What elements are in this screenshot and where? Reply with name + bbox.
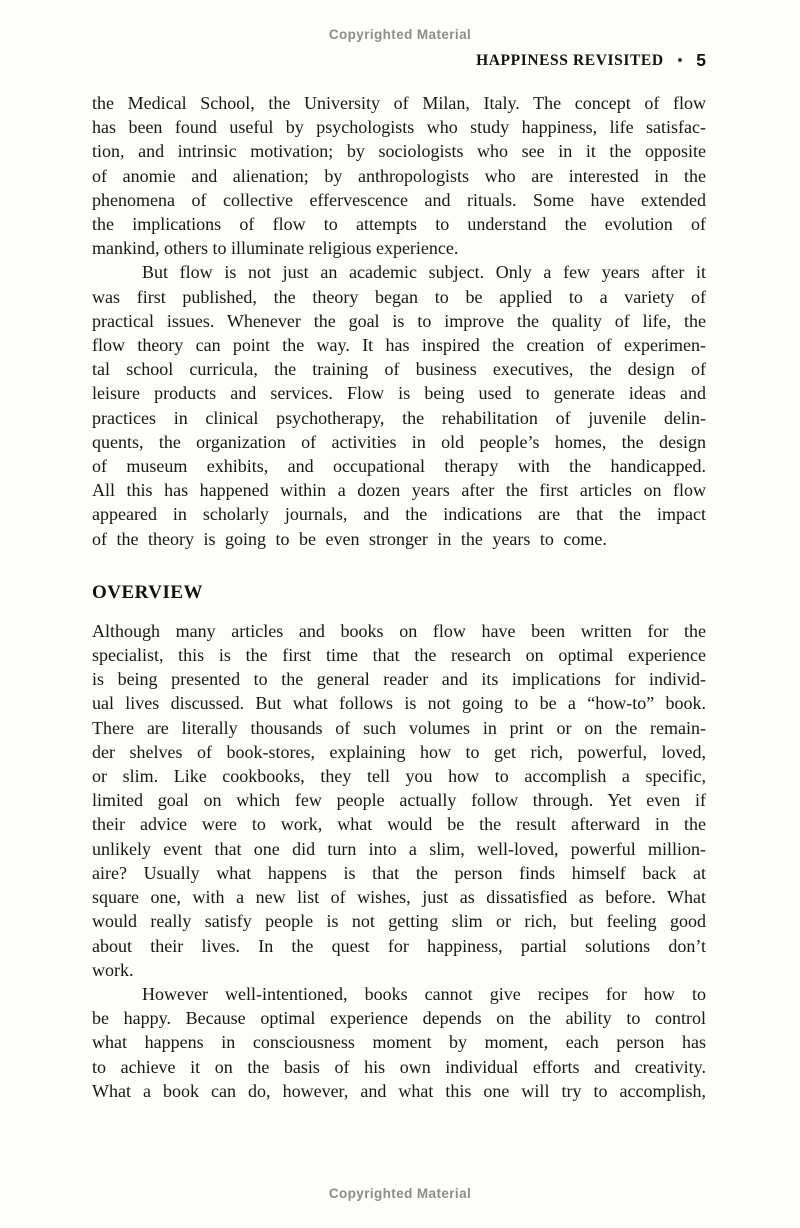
text-line: square one, with a new list of wishes, just as dissatisfied as before. What [92,887,706,908]
text-line: was first published, the theory began to be applied to a variety of [92,286,706,307]
copyright-watermark-top: Copyrighted Material [328,27,472,42]
text-line: of anomie and alienation; by anthropologists who are interested in the [92,165,706,186]
text-line: their advice were to work, what would be the result afterward in the [92,814,706,835]
text-line: to achieve it on the basis of his own individual efforts and creativity. [92,1056,706,1077]
page-body [92,91,706,1103]
text-line: unlikely event that one did turn into a slim, well-loved, powerful million- [92,838,706,859]
text-line: the Medical School, the University of Milan, Italy. The concept of flow [92,93,706,113]
text-line: is being presented to the general reader and its implications for individ- [92,669,706,690]
text-line: There are literally thousands of such volumes in print or on the remain- [92,717,706,738]
text-line: quents, the organization of activities in old people’s homes, the design [92,431,706,452]
text-line: tion, and intrinsic motivation; by sociologists who see in it the opposite [92,141,706,162]
running-header [476,50,706,71]
text-line: about their lives. In the quest for happiness, partial solutions don’t [92,935,706,956]
text-line: aire? Usually what happens is that the person finds himself back at [92,862,706,883]
text-line: phenomena of collective effervescence and rituals. Some have extended [92,189,706,210]
text-line: mankind, others to illuminate religious experience. [92,238,459,259]
text-line: All this has happened within a dozen years after the first articles on flow [92,480,706,501]
text-line: or slim. Like cookbooks, they tell you how to accomplish a specific, [92,766,706,787]
text-line: would really satisfy people is not getting slim or rich, but feeling good [92,911,706,932]
text-line: appeared in scholarly journals, and the indications are that the impact [92,504,706,525]
paragraph [92,982,706,1103]
text-line: specialist, this is the first time that the research on optimal experience [92,645,706,666]
text-line: practical issues. Whenever the goal is to improve the quality of life, the [92,310,706,331]
text-line: der shelves of book-stores, explaining how to get rich, powerful, loved, [92,741,706,762]
paragraph [92,91,706,260]
text-line: of museum exhibits, and occupational therapy with the handicapped. [92,456,706,477]
text-line: flow theory can point the way. It has inspired the creation of experimen- [92,335,706,356]
text-line: what happens in consciousness moment by moment, each person has [92,1032,706,1053]
text-line: ual lives discussed. But what follows is not going to be a “how-to” book. [92,693,706,714]
section-heading: OVERVIEW [92,581,204,603]
text-line: work. [92,959,134,980]
page-number: 5 [696,50,706,70]
text-line: practices in clinical psychotherapy, the rehabilitation of juvenile delin- [92,407,706,428]
text-line: be happy. Because optimal experience depends on the ability to control [92,1008,706,1029]
text-line: of the theory is going to be even stronger in the years to come. [92,528,607,549]
text-line: Although many articles and books on flow have been written for the [92,620,706,641]
text-line: But flow is not just an academic subject. Only a few years after it [142,262,706,283]
text-line: What a book can do, however, and what this one will try to accomplish, [92,1080,706,1101]
text-line: However well-intentioned, books cannot give recipes for how to [142,983,706,1004]
text-line: limited goal on which few people actually follow through. Yet even if [92,790,706,811]
copyright-watermark-bottom: Copyrighted Material [328,1186,472,1201]
header-square-bullet-icon: ▪ [677,52,683,67]
text-line: leisure products and services. Flow is being used to generate ideas and [92,383,706,404]
paragraph [92,619,706,982]
text-line: tal school curricula, the training of business executives, the design of [92,359,706,380]
text-line: the implications of flow to attempts to understand the evolution of [92,214,706,235]
text-line: has been found useful by psychologists who study happiness, life satisfac- [92,117,706,138]
paragraph [92,260,706,550]
running-header-title: HAPPINESS REVISITED [476,51,664,69]
